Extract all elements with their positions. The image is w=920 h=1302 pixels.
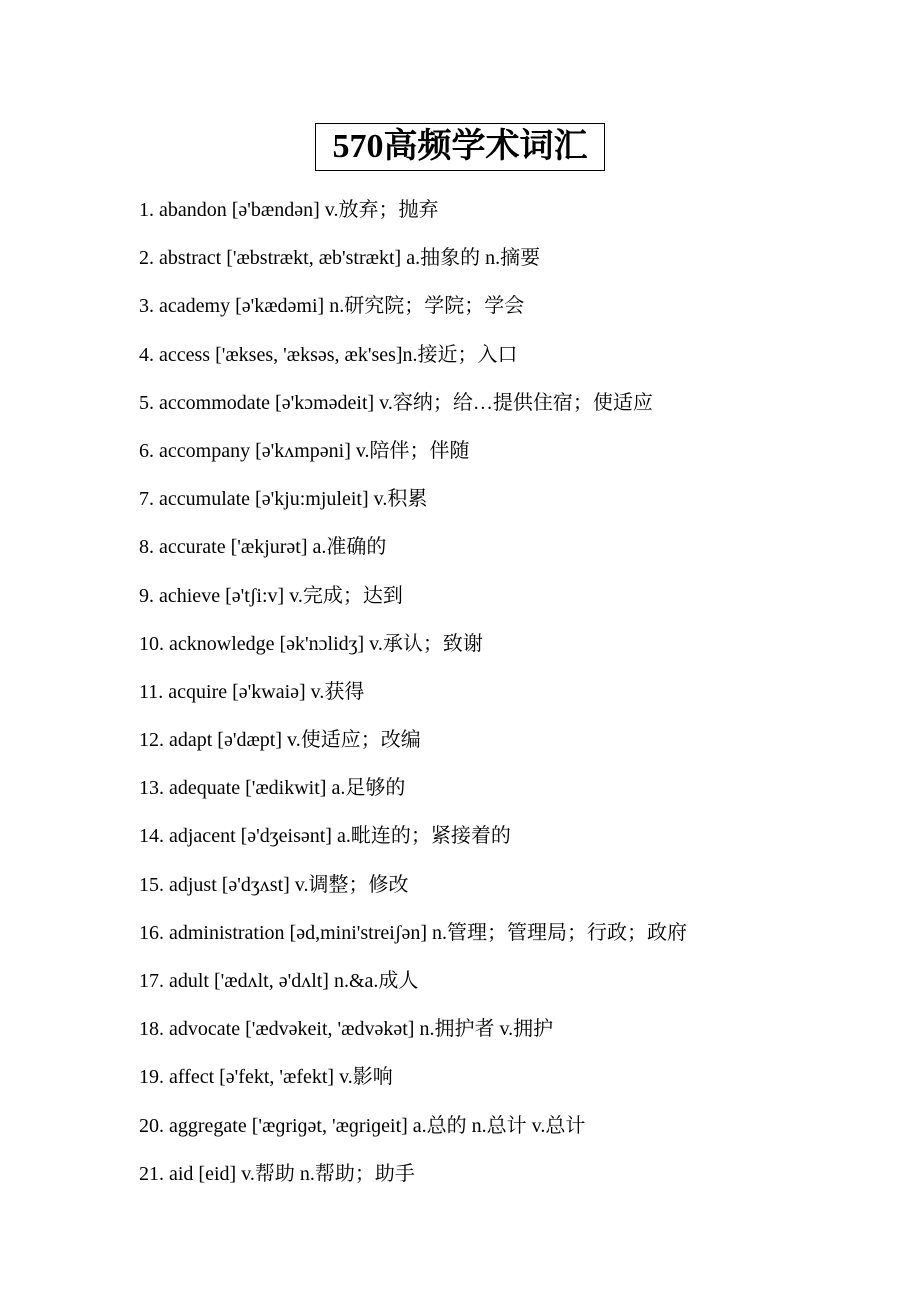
list-item: 15. adjust [ə'dʒʌst] v.调整；修改 [139, 873, 409, 896]
list-item: 6. accompany [ə'kʌmpəni] v.陪伴；伴随 [139, 439, 470, 462]
list-item: 9. achieve [ə'tʃi:v] v.完成；达到 [139, 584, 403, 607]
list-item: 2. abstract ['æbstrækt, æb'strækt] a.抽象的 n.摘要 [139, 247, 541, 270]
list-item: 5. accommodate [ə'kɔmədeit] v.容纳；给…提供住宿；使适应 [139, 391, 653, 414]
list-item: 17. adult ['ædʌlt, ə'dʌlt] n.&a.成人 [139, 970, 419, 992]
vocabulary-list [139, 195, 879, 1207]
list-item: 3. academy [ə'kædəmi] n.研究院；学院；学会 [139, 295, 525, 318]
list-item: 19. affect [ə'fekt, 'æfekt] v.影响 [139, 1066, 393, 1089]
list-item: 13. adequate ['ædikwit] a.足够的 [139, 777, 406, 800]
list-item: 8. accurate ['ækjurət] a.准确的 [139, 536, 387, 559]
list-item: 14. adjacent [ə'dʒeisənt] a.毗连的；紧接着的 [139, 825, 511, 848]
list-item: 16. administration [əd,mini'streiʃən] n.管理；管理局；行政；政府 [139, 921, 687, 944]
list-item: 10. acknowledge [ək'nɔlidʒ] v.承认；致谢 [139, 632, 483, 655]
list-item: 12. adapt [ə'dæpt] v.使适应；改编 [139, 729, 421, 752]
list-item: 20. aggregate ['æɡriɡət, 'æɡriɡeit] a.总的 n.总计 v.总计 [139, 1114, 586, 1137]
list-item: 21. aid [eid] v.帮助 n.帮助；助手 [139, 1162, 415, 1185]
list-item: 18. advocate ['ædvəkeit, 'ædvəkət] n.拥护者 v.拥护 [139, 1018, 554, 1041]
list-item: 1. abandon [ə'bændən] v.放弃；抛弃 [139, 199, 439, 221]
page-title: 570高频学术词汇 [315, 123, 605, 171]
list-item: 4. access ['ækses, 'æksəs, æk'ses]n.接近；入口 [139, 343, 518, 366]
list-item: 7. accumulate [ə'kju:mjuleit] v.积累 [139, 488, 428, 511]
list-item: 11. acquire [ə'kwaiə] v.获得 [139, 680, 365, 703]
